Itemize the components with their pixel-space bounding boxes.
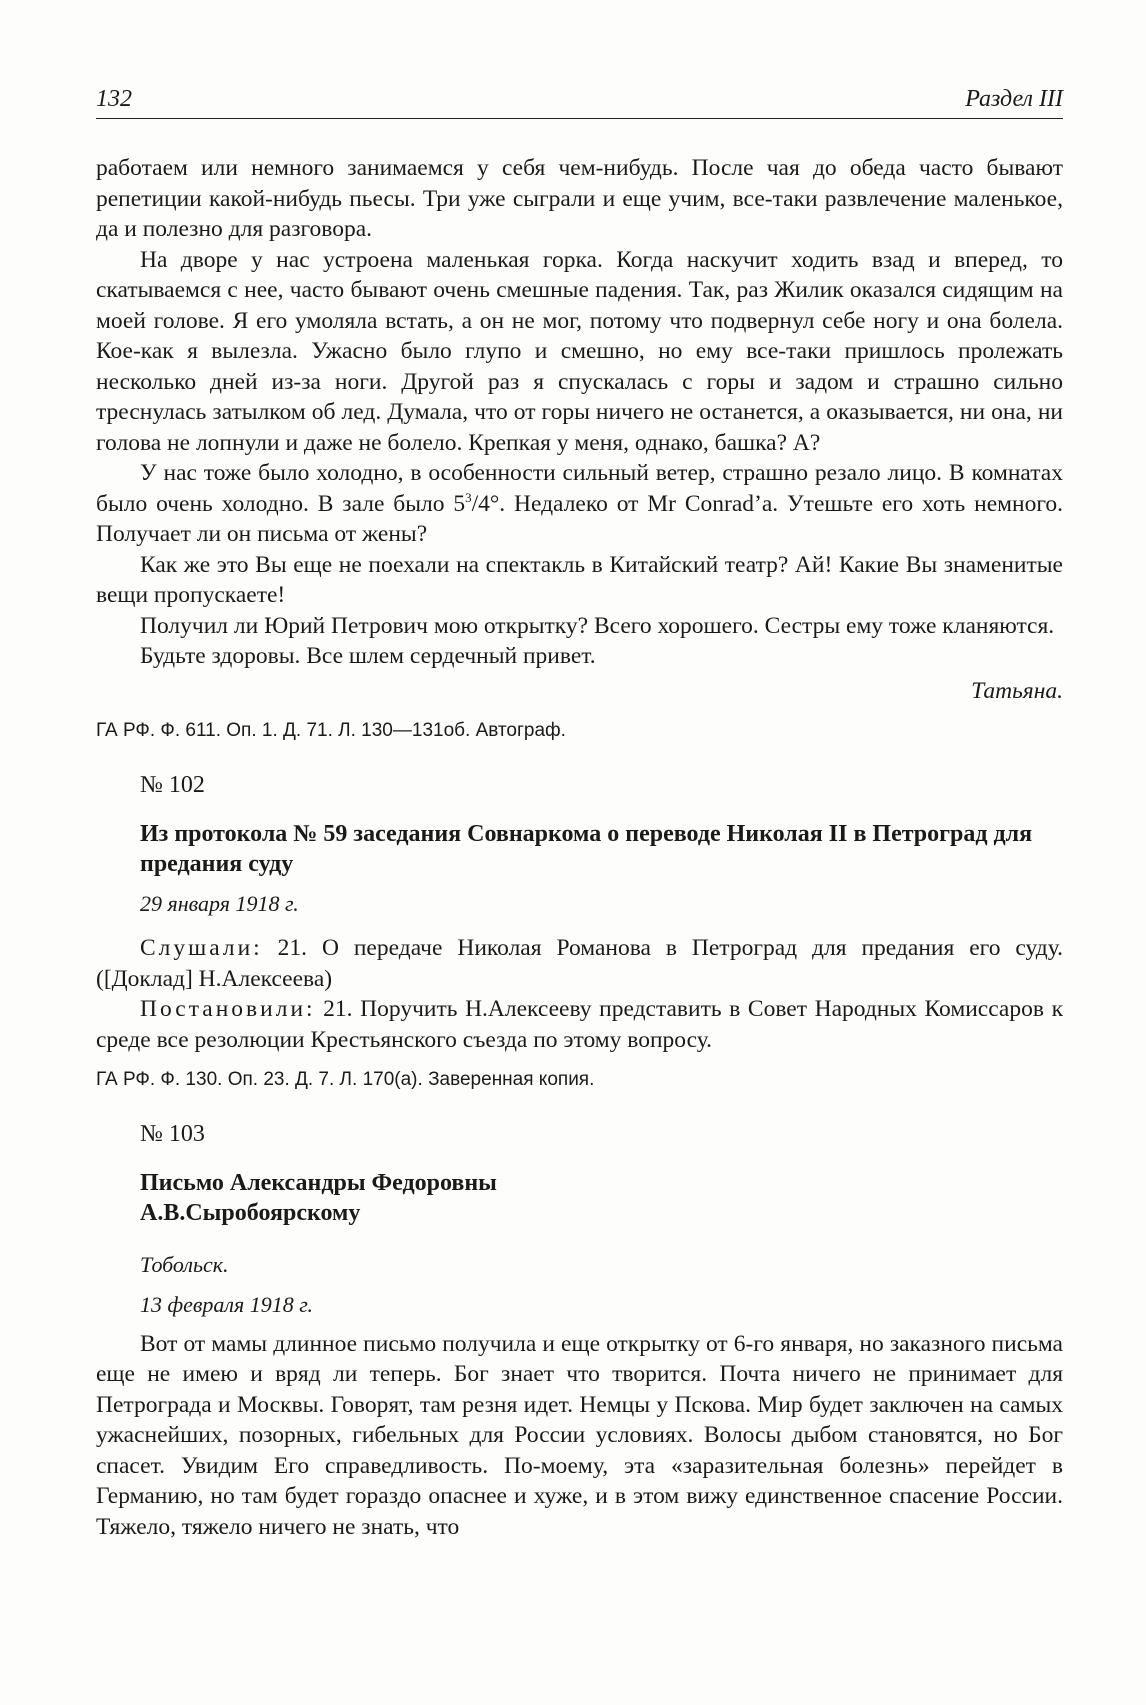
document-title — [140, 1168, 1063, 1228]
document-date: 29 января 1918 г. — [140, 890, 299, 916]
document-title: Из протокола № 59 заседания Совнаркома о переводе Николая II в Петроград для предания суду — [140, 820, 1033, 877]
title-line: А.В.Сыробоярскому — [140, 1199, 361, 1226]
paragraph-text: /4°. Недалеко от Mr Conrad’a. Утешьте его хоть немного. Получает ли он письма от жены? — [96, 490, 1063, 547]
resolved-text: 21. Поручить Н.Алексееву представить в Совет Народных Комиссаров к среде все резолюции Крестьянского съезда по этому вопросу. — [96, 996, 1063, 1053]
document-number: № 102 — [140, 772, 205, 798]
paragraph: работаем или немного занимаемся у себя чем-нибудь. После чая до обеда часто бывают репетиции какой-нибудь пьесы. Три уже сыграли и еще учим, все-таки развлечение маленькое, да и полезно для разговора. — [96, 155, 1063, 242]
page-body — [96, 153, 1063, 1542]
paragraph: Получил ли Юрий Петрович мою открытку? Всего хорошего. Сестры ему тоже кланяются. — [140, 612, 1055, 639]
document-date: 13 февраля 1918 г. — [140, 1292, 314, 1317]
paragraph: Как же это Вы еще не поехали на спектакль в Китайский театр? Ай! Какие Вы знаменитые вещи пропускаете! — [96, 551, 1063, 608]
running-header — [96, 84, 1063, 119]
signature: Татьяна. — [971, 677, 1063, 704]
paragraph-temperature — [96, 458, 1063, 550]
archive-source: ГА РФ. Ф. 130. Оп. 23. Д. 7. Л. 170(а). Заверенная копия. — [96, 1069, 595, 1090]
protocol-resolved — [96, 994, 1063, 1055]
document-number: № 103 — [140, 1121, 205, 1147]
archive-source: ГА РФ. Ф. 611. Оп. 1. Д. 71. Л. 130—131об. Автограф. — [96, 720, 566, 741]
paragraph-text: У нас тоже было холодно, в особенности сильный ветер, страшно резало лицо. В комнатах было очень холодно. В зале было 5 — [96, 460, 1063, 517]
section-title: Раздел III — [965, 86, 1063, 112]
paragraph: Вот от мамы длинное письмо получила и еще открытку от 6-го января, но заказного письма еще не имею и вряд ли теперь. Бог знает что творится. Почта ничего не принимает для Петрограда и Москвы. Говорят, там резня идет. Немцы у Пскова. Мир будет заключен на самых ужаснейших, позорных, гибельных для России условиях. Волосы дыбом становятся, но Бог спасет. Увидим Его справедливость. По-моему, эта «заразительная болезнь» перейдет в Германию, но там будет гораздо опаснее и хуже, и в этом вижу единственное спасение России. Тяжело, тяжело ничего не знать, что — [96, 1330, 1063, 1540]
heard-label: Слушали: — [140, 935, 263, 961]
paragraph: Будьте здоровы. Все шлем сердечный привет. — [140, 643, 596, 669]
document-place: Тобольск. — [140, 1251, 229, 1277]
resolved-label: Постановили: — [140, 996, 316, 1022]
title-line: Письмо Александры Федоровны — [140, 1169, 497, 1196]
paragraph: На дворе у нас устроена маленькая горка. Когда наскучит ходить взад и вперед, то скатываемся с нее, часто бывают очень смешные падения. Так, раз Жилик оказался сидящим на моей голове. Я его умоляла встать, а он не мог, потому что подвернул себе ногу и она болела. Кое-как я вылезла. Ужасно было глупо и смешно, но ему все-таки пришлось пролежать несколько дней из-за ноги. Другой раз я спускалась с горы и задом и страшно сильно треснулась затылком об лед. Думала, что от горы ничего не останется, а оказывается, ни она, ни голова не лопнули и даже не болело. Крепкая у меня, однако, башка? А? — [96, 246, 1063, 456]
heard-text: 21. О передаче Николая Романова в Петроград для предания его суду. ([Доклад] Н.Алексеева) — [96, 935, 1063, 992]
page-number: 132 — [96, 86, 132, 112]
protocol-heard — [96, 933, 1063, 994]
superscript: 3 — [465, 489, 472, 505]
